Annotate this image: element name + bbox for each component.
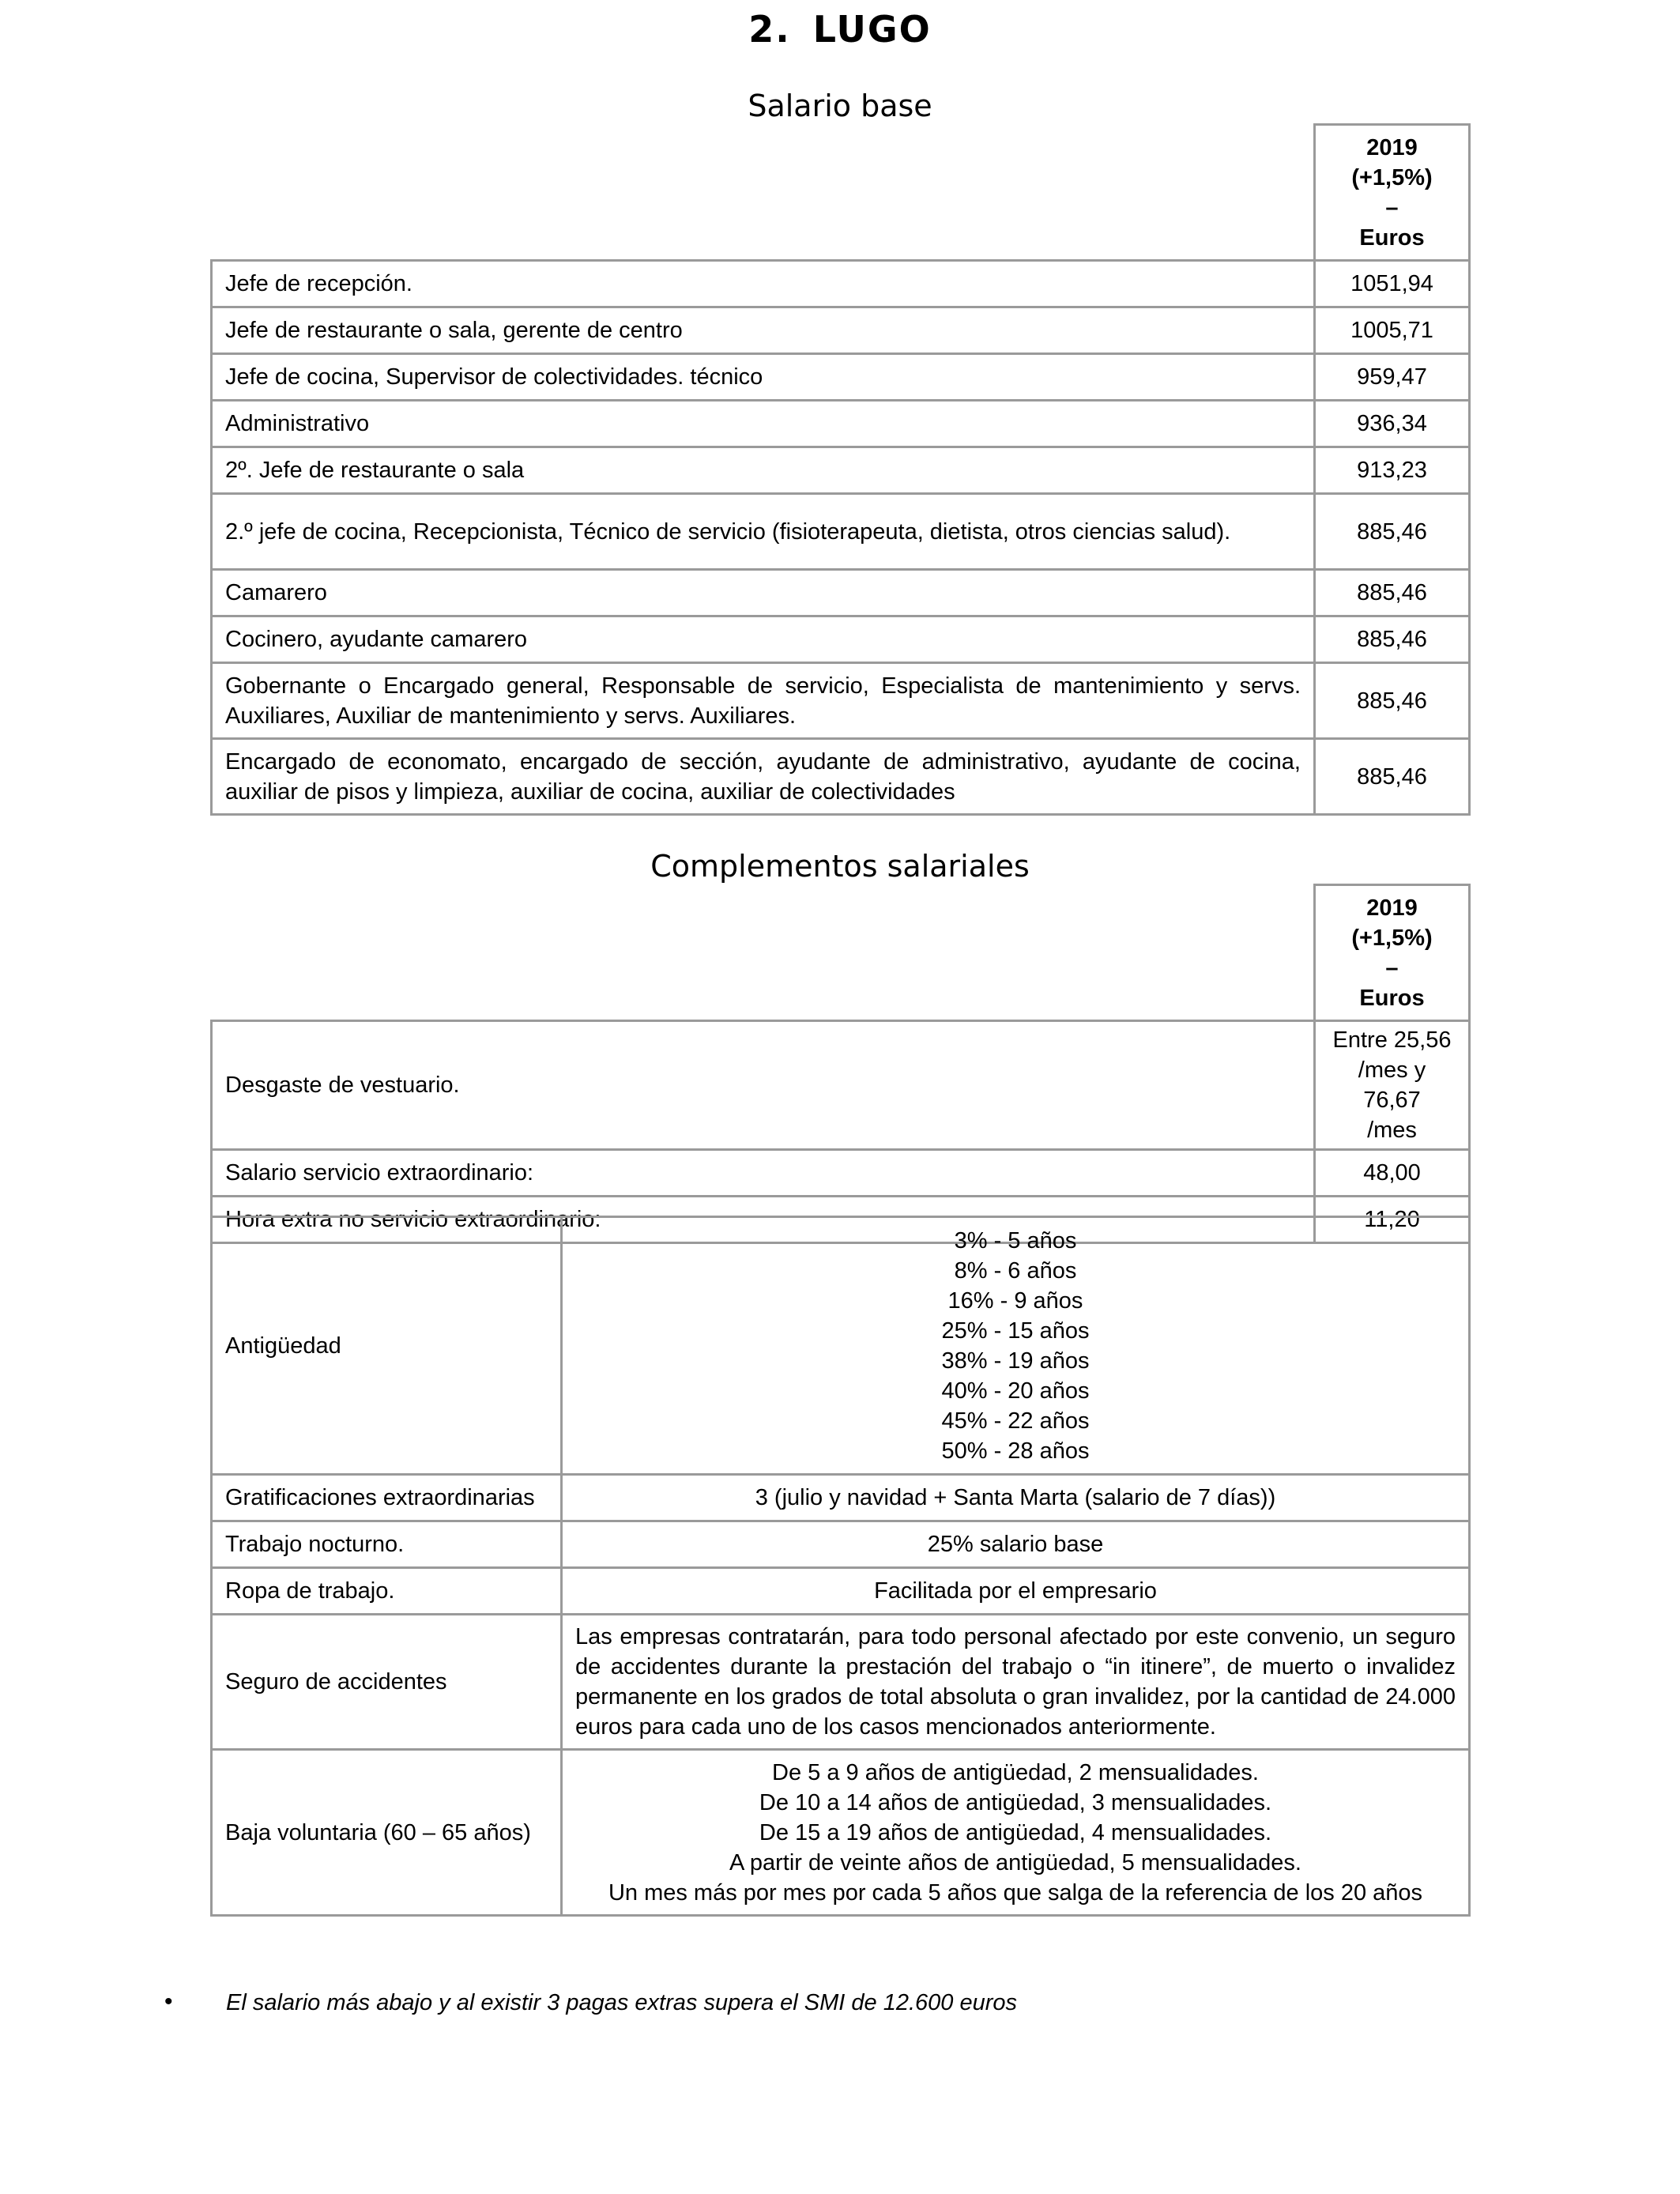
salary-value: 1051,94: [1315, 261, 1470, 307]
year-header: 2019 (+1,5%) – Euros: [1315, 885, 1470, 1021]
table-row: [212, 663, 1470, 739]
complemento-value: 48,00: [1315, 1150, 1470, 1197]
category-label: Gobernante o Encargado general, Responsable de servicio, Especialista de mantenimiento y servs. Auxiliares, Auxiliar de mantenimiento y servs. Auxiliares.: [212, 663, 1315, 739]
salary-value: 885,46: [1315, 570, 1470, 616]
category-label: Encargado de economato, encargado de sección, ayudante de administrativo, ayudante de cocina, auxiliar de pisos y limpieza, auxiliar de cocina, auxiliar de colectividades: [212, 739, 1315, 815]
seguro-label: Seguro de accidentes: [212, 1615, 562, 1750]
table-row: [212, 570, 1470, 616]
salary-value: 1005,71: [1315, 307, 1470, 354]
year-header: 2019 (+1,5%) – Euros: [1315, 125, 1470, 261]
salary-value: 885,46: [1315, 663, 1470, 739]
table-row: [212, 739, 1470, 815]
table-row: [212, 354, 1470, 401]
seguro-value: Las empresas contratarán, para todo personal afectado por este convenio, un seguro de accidentes durante la prestación del trabajo o “in itinere”, de muerto o invalidez permanente en los grados de total absoluta o gran invalidez, por la cantidad de 24.000 euros para cada uno de los casos mencionados anteriormente.: [562, 1615, 1470, 1750]
complemento-label: Desgaste de vestuario.: [212, 1021, 1315, 1150]
salary-value: 959,47: [1315, 354, 1470, 401]
baja-label: Baja voluntaria (60 – 65 años): [212, 1750, 562, 1916]
table-row: [212, 1475, 1470, 1521]
complemento-value: 11,20: [1315, 1197, 1470, 1243]
category-label: 2º. Jefe de restaurante o sala: [212, 447, 1315, 494]
complemento-value: Entre 25,56 /mes y 76,67 /mes: [1315, 1021, 1470, 1150]
salario-base-title: Salario base: [748, 89, 932, 123]
complementos-table-top: [210, 884, 1471, 1244]
table-row: [212, 401, 1470, 447]
category-label: Jefe de recepción.: [212, 261, 1315, 307]
salary-value: 885,46: [1315, 616, 1470, 663]
page-title: 2. LUGO: [748, 8, 932, 51]
table-row: [212, 1750, 1470, 1916]
salary-value: 936,34: [1315, 401, 1470, 447]
category-label: Camarero: [212, 570, 1315, 616]
salary-value: 885,46: [1315, 494, 1470, 570]
table-row: [212, 307, 1470, 354]
complementos-title: Complementos salariales: [650, 849, 1030, 884]
category-label: Jefe de cocina, Supervisor de colectividades. técnico: [212, 354, 1315, 401]
category-label: Jefe de restaurante o sala, gerente de centro: [212, 307, 1315, 354]
salario-base-table: [210, 123, 1471, 816]
ropa-label: Ropa de trabajo.: [212, 1568, 562, 1615]
table-row: [212, 1150, 1470, 1197]
ropa-value: Facilitada por el empresario: [562, 1568, 1470, 1615]
table-row: [212, 1568, 1470, 1615]
antiguedad-values: 3% - 5 años 8% - 6 años 16% - 9 años 25% - 15 años 38% - 19 años 40% - 20 años 45% - 22 años 50% - 28 años: [562, 1217, 1470, 1475]
complemento-label: Salario servicio extraordinario:: [212, 1150, 1315, 1197]
table-row: [212, 1521, 1470, 1568]
table-row: [212, 494, 1470, 570]
footnote-text: El salario más abajo y al existir 3 pagas extras supera el SMI de 12.600 euros: [226, 1990, 1018, 2015]
complemento-label: Hora extra no servicio extraordinario:: [212, 1197, 1315, 1243]
category-label: Administrativo: [212, 401, 1315, 447]
bullet-icon: •: [164, 1989, 173, 2015]
table-row: [212, 447, 1470, 494]
baja-values: De 5 a 9 años de antigüedad, 2 mensualidades. De 10 a 14 años de antigüedad, 3 mensualidades. De 15 a 19 años de antigüedad, 4 mensualidades. A partir de veinte años de antigüedad, 5 mensualidades. Un mes más por mes por cada 5 años que salga de la referencia de los 20 años: [562, 1750, 1470, 1916]
category-label: Cocinero, ayudante camarero: [212, 616, 1315, 663]
gratificaciones-value: 3 (julio y navidad + Santa Marta (salario de 7 días)): [562, 1475, 1470, 1521]
antiguedad-label: Antigüedad: [212, 1217, 562, 1475]
category-label: 2.º jefe de cocina, Recepcionista, Técnico de servicio (fisioterapeuta, dietista, otros ciencias salud).: [212, 494, 1315, 570]
table-row: [212, 261, 1470, 307]
gratificaciones-label: Gratificaciones extraordinarias: [212, 1475, 562, 1521]
nocturno-value: 25% salario base: [562, 1521, 1470, 1568]
table-row: [212, 616, 1470, 663]
nocturno-label: Trabajo nocturno.: [212, 1521, 562, 1568]
table-row: [212, 1021, 1470, 1150]
table-row: [212, 1217, 1470, 1475]
salary-value: 913,23: [1315, 447, 1470, 494]
table-row: [212, 1615, 1470, 1750]
salary-value: 885,46: [1315, 739, 1470, 815]
complementos-table-bottom: [210, 1216, 1471, 1917]
